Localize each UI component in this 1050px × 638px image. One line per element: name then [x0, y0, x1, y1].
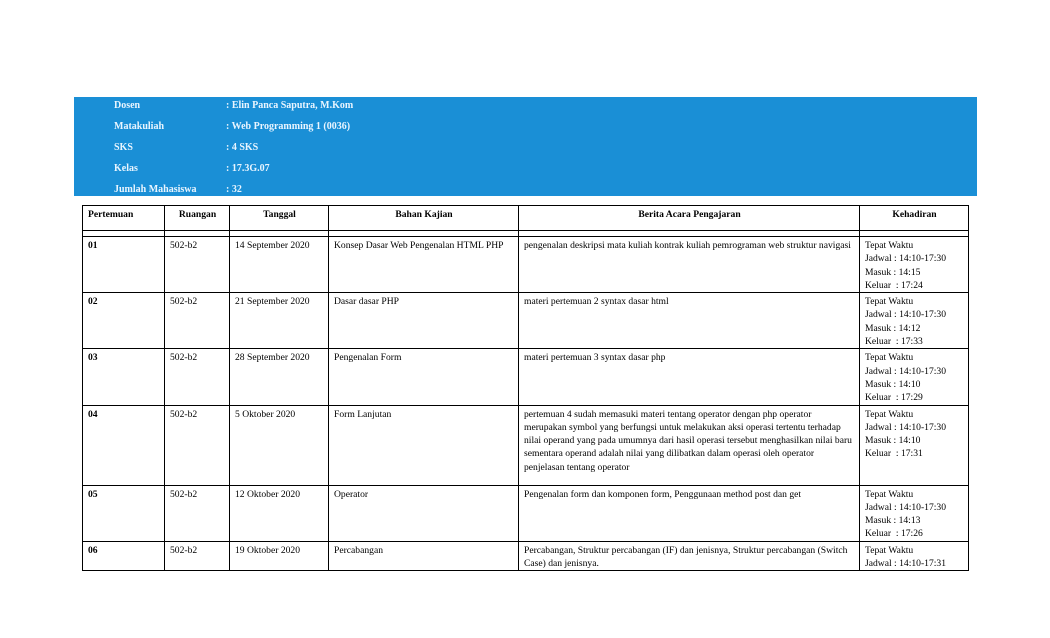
kehadiran-masuk: Masuk : 14:10 — [865, 435, 921, 447]
cell-tanggal: 28 September 2020 — [230, 349, 329, 405]
cell-tanggal: 5 Oktober 2020 — [230, 405, 329, 485]
cell-ruangan: 502-b2 — [165, 485, 230, 541]
cell-pertemuan: 04 — [83, 405, 165, 485]
cell-kehadiran — [860, 293, 969, 349]
kehadiran-status: Tepat Waktu — [865, 408, 914, 420]
kehadiran-masuk: Masuk : 14:12 — [865, 322, 921, 334]
cell-ruangan: 502-b2 — [165, 349, 230, 405]
cell-berita-acara: Percabangan, Struktur percabangan (IF) dan jenisnya, Struktur percabangan (Switch Case) dan jenisnya. — [519, 541, 860, 571]
table-row — [83, 349, 969, 405]
kehadiran-masuk: Masuk : 14:13 — [865, 515, 921, 527]
cell-berita-acara: pertemuan 4 sudah memasuki materi tentang operator dengan php operator merupakan symbol yang berfungsi untuk melakukan aksi operasi tertentu terhadap nilai operand yang pada umumnya dari hasil operasi tersebut menghasilkan nilai baru sementara operand adalah nilai yang dilibatkan dalam operasi oleh operator penjelasan tentang operator — [519, 405, 860, 485]
kehadiran-status: Tepat Waktu — [865, 544, 914, 556]
info-row-dosen — [74, 97, 977, 117]
kehadiran-status: Tepat Waktu — [865, 296, 914, 308]
col-header-pertemuan: Pertemuan — [83, 206, 165, 231]
cell-ruangan: 502-b2 — [165, 541, 230, 571]
cell-bahan-kajian: Form Lanjutan — [329, 405, 519, 485]
cell-pertemuan: 05 — [83, 485, 165, 541]
col-header-berita-acara: Berita Acara Pengajaran — [519, 206, 860, 231]
kehadiran-keluar: Keluar : 17:31 — [865, 448, 923, 460]
kehadiran-masuk: Masuk : 14:10 — [865, 378, 921, 390]
cell-kehadiran — [860, 237, 969, 293]
cell-bahan-kajian: Pengenalan Form — [329, 349, 519, 405]
cell-kehadiran — [860, 485, 969, 541]
cell-berita-acara: materi pertemuan 3 syntax dasar php — [519, 349, 860, 405]
info-value: : 32 — [226, 184, 242, 195]
cell-bahan-kajian: Konsep Dasar Web Pengenalan HTML PHP — [329, 237, 519, 293]
info-label: Kelas — [114, 163, 138, 174]
info-value: : 4 SKS — [226, 142, 259, 153]
cell-pertemuan: 01 — [83, 237, 165, 293]
cell-bahan-kajian: Dasar dasar PHP — [329, 293, 519, 349]
cell-kehadiran — [860, 405, 969, 485]
table-header-row — [83, 206, 969, 231]
info-label: Matakuliah — [114, 121, 165, 132]
col-header-kehadiran: Kehadiran — [860, 206, 969, 231]
cell-tanggal: 14 September 2020 — [230, 237, 329, 293]
table-row — [83, 485, 969, 541]
kehadiran-jadwal: Jadwal : 14:10-17:30 — [865, 253, 947, 265]
info-row-jumlah-mahasiswa — [74, 181, 977, 201]
cell-berita-acara: materi pertemuan 2 syntax dasar html — [519, 293, 860, 349]
kehadiran-jadwal: Jadwal : 14:10-17:30 — [865, 365, 947, 377]
cell-tanggal: 19 Oktober 2020 — [230, 541, 329, 571]
cell-tanggal: 12 Oktober 2020 — [230, 485, 329, 541]
cell-kehadiran — [860, 541, 969, 571]
kehadiran-keluar: Keluar : 17:29 — [865, 392, 923, 404]
info-row-kelas — [74, 160, 977, 180]
info-label: SKS — [114, 142, 133, 153]
kehadiran-jadwal: Jadwal : 14:10-17:30 — [865, 421, 947, 433]
info-label: Dosen — [114, 100, 141, 111]
kehadiran-status: Tepat Waktu — [865, 488, 914, 500]
col-header-tanggal: Tanggal — [230, 206, 329, 231]
kehadiran-jadwal: Jadwal : 14:10-17:30 — [865, 309, 947, 321]
info-value: : 17.3G.07 — [226, 163, 270, 174]
attendance-table — [82, 205, 969, 571]
table-row — [83, 541, 969, 571]
cell-bahan-kajian: Operator — [329, 485, 519, 541]
kehadiran-status: Tepat Waktu — [865, 240, 914, 251]
kehadiran-keluar: Keluar : 17:24 — [865, 279, 923, 291]
cell-ruangan: 502-b2 — [165, 405, 230, 485]
cell-pertemuan: 06 — [83, 541, 165, 571]
cell-ruangan: 502-b2 — [165, 293, 230, 349]
table-row — [83, 293, 969, 349]
table-row — [83, 237, 969, 293]
kehadiran-masuk: Masuk : 14:15 — [865, 266, 921, 278]
info-value: : Elin Panca Saputra, M.Kom — [226, 100, 354, 111]
col-header-ruangan: Ruangan — [165, 206, 230, 231]
info-row-matakuliah — [74, 118, 977, 138]
cell-pertemuan: 02 — [83, 293, 165, 349]
cell-kehadiran — [860, 349, 969, 405]
course-info-header — [74, 97, 977, 196]
cell-berita-acara: pengenalan deskripsi mata kuliah kontrak kuliah pemrograman web struktur navigasi — [519, 237, 860, 293]
cell-pertemuan: 03 — [83, 349, 165, 405]
kehadiran-jadwal: Jadwal : 14:10-17:31 — [865, 558, 947, 570]
info-label: Jumlah Mahasiswa — [114, 184, 197, 195]
col-header-bahan-kajian: Bahan Kajian — [329, 206, 519, 231]
cell-bahan-kajian: Percabangan — [329, 541, 519, 571]
kehadiran-status: Tepat Waktu — [865, 352, 914, 364]
cell-berita-acara: Pengenalan form dan komponen form, Penggunaan method post dan get — [519, 485, 860, 541]
info-value: : Web Programming 1 (0036) — [226, 121, 351, 132]
table-row — [83, 405, 969, 485]
kehadiran-keluar: Keluar : 17:26 — [865, 528, 923, 540]
info-row-sks — [74, 139, 977, 159]
kehadiran-jadwal: Jadwal : 14:10-17:30 — [865, 501, 947, 513]
cell-tanggal: 21 September 2020 — [230, 293, 329, 349]
cell-ruangan: 502-b2 — [165, 237, 230, 293]
kehadiran-keluar: Keluar : 17:33 — [865, 336, 923, 348]
